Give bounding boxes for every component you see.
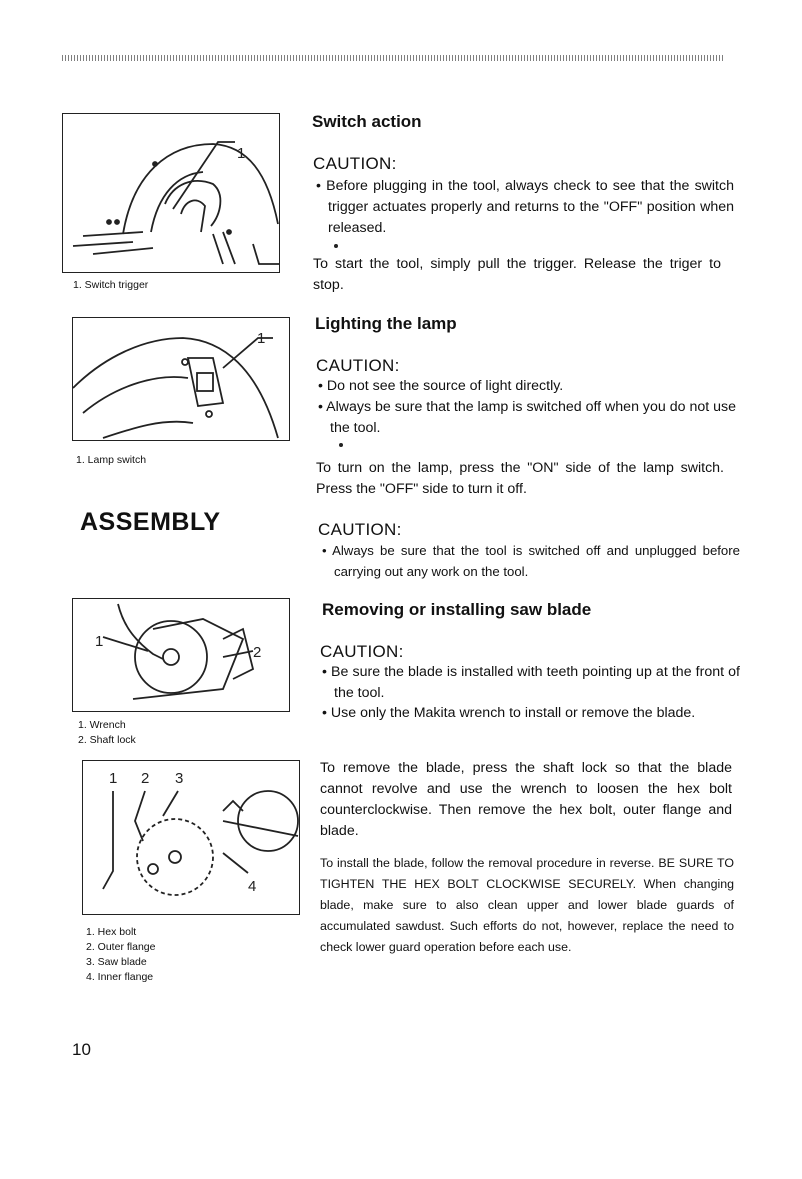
- figure-caption: 1. Wrench 2. Shaft lock: [78, 719, 136, 746]
- figure-caption: 1. Hex bolt 2. Outer flange 3. Saw blade 4. Inner flange: [86, 926, 156, 983]
- figure-callout: 1: [109, 770, 118, 787]
- caution-bullet: • Always be sure that the tool is switched off and unplugged before carrying out any work on the tool.: [322, 543, 740, 579]
- caution-bullet: • Be sure the blade is installed with teeth pointing up at the front of the tool.: [322, 664, 740, 701]
- caution-label: CAUTION:: [320, 642, 404, 661]
- figure-callout: 2: [253, 644, 262, 661]
- figure-callout: 1: [257, 330, 266, 347]
- section-heading-removing-blade: Removing or installing saw blade: [322, 600, 592, 619]
- bullet-dot: [334, 244, 338, 248]
- paragraph: To install the blade, follow the removal procedure in reverse. BE SURE TO TIGHTEN THE HEX BOLT CLOCKWISE SECURELY. When changing blade, make sure to also clean upper and lower blade guards of accumulated sawdust. Such efforts do not, however, replace the need to check lower guard operation before each use.: [320, 856, 734, 954]
- figure-caption: 1. Switch trigger: [73, 279, 149, 291]
- figure-caption: 1. Lamp switch: [76, 454, 147, 466]
- paragraph: To start the tool, simply pull the trigger. Release the triger to stop.: [313, 256, 721, 293]
- caution-label: CAUTION:: [318, 520, 402, 539]
- figure-callout: 2: [141, 770, 150, 787]
- bullet-dot: [339, 443, 343, 447]
- caution-label: CAUTION:: [316, 356, 400, 375]
- caution-bullet: • Always be sure that the lamp is switched off when you do not use the tool.: [318, 399, 736, 436]
- figure-callout: 1: [237, 145, 246, 162]
- caution-bullet: • Use only the Makita wrench to install or remove the blade.: [322, 705, 696, 721]
- figure-callout: 3: [175, 770, 184, 787]
- blade-parts-illustration: [82, 760, 300, 915]
- wrench-shaft-lock-illustration: [72, 598, 290, 712]
- switch-trigger-illustration: [62, 113, 280, 273]
- lamp-switch-illustration: [72, 317, 290, 441]
- caution-bullet: • Do not see the source of light directly.: [318, 378, 564, 394]
- paragraph: To turn on the lamp, press the "ON" side of the lamp switch. Press the "OFF" side to turn it off.: [316, 460, 724, 497]
- page-number: 10: [72, 1040, 91, 1059]
- figure-callout: 4: [248, 878, 257, 895]
- caution-label: CAUTION:: [313, 154, 397, 173]
- header-rule: [62, 55, 724, 61]
- section-heading-assembly: ASSEMBLY: [80, 508, 221, 536]
- paragraph: To remove the blade, press the shaft lock so that the blade cannot revolve and use the wrench to loosen the hex bolt counterclockwise. Then remove the hex bolt, outer flange and blade.: [320, 760, 732, 839]
- section-heading-switch-action: Switch action: [312, 112, 422, 131]
- figure-callout: 1: [95, 633, 104, 650]
- section-heading-lighting-lamp: Lighting the lamp: [315, 314, 457, 333]
- caution-bullet: • Before plugging in the tool, always check to see that the switch trigger actuates properly and returns to the "OFF" position when released.: [316, 178, 734, 236]
